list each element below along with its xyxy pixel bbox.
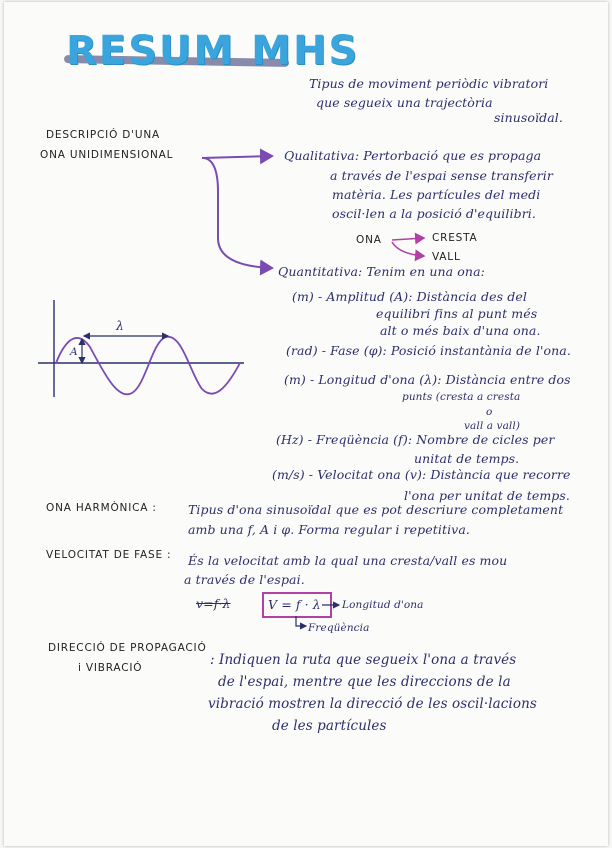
fase-line: (rad) - Fase (φ): Posició instantània de l'ona. (286, 343, 571, 358)
notebook-page (4, 2, 608, 846)
longitud-line-3: o (486, 406, 493, 418)
ona-label: ONA (356, 234, 382, 246)
velocitat-fase-line-1: És la velocitat amb la qual una cresta/vall es mou (188, 553, 508, 568)
velocitat-fase-line-2: a través de l'espai. (184, 572, 305, 587)
direccio-line-3: vibració mostren la direcció de les oscil·lacions (208, 696, 537, 712)
velocitat-ona-line-1: (m/s) - Velocitat ona (v): Distància que recorre (272, 467, 571, 482)
amplitud-line-1: (m) - Amplitud (A): Distància des del (292, 289, 527, 304)
wave-amplitude-label: A (70, 346, 78, 358)
qualitativa-line-1: Qualitativa: Pertorbació que es propaga (284, 148, 542, 163)
direccio-label-2: i VIBRACIÓ (78, 662, 143, 674)
longitud-line-1: (m) - Longitud d'ona (λ): Distància entre dos (284, 372, 571, 387)
velocitat-ona-line-2: l'ona per unitat de temps. (404, 488, 570, 503)
longitud-line-4: vall a vall) (464, 420, 521, 432)
crossed-out-formula: v=f·λ (196, 596, 231, 611)
harmonica-line-1: Tipus d'ona sinusoïdal que es pot descriure completament (188, 502, 564, 517)
amplitud-line-3: alt o més baix d'una ona. (380, 323, 541, 338)
cresta-label: CRESTA (432, 232, 478, 244)
intro-line-1: Tipus de moviment periòdic vibratori (309, 76, 549, 91)
direccio-line-4: de les partícules (272, 718, 387, 734)
descripcio-label-2: ONA UNIDIMENSIONAL (40, 149, 174, 161)
page-title: RESUM MHS (66, 28, 360, 74)
direccio-line-1: : Indiquen la ruta que segueix l'ona a través (210, 652, 517, 668)
intro-line-3: sinusoïdal. (494, 110, 563, 125)
longitud-line-2: punts (cresta a cresta (402, 391, 521, 403)
quantitativa-line-1: Quantitativa: Tenim en una ona: (278, 264, 485, 279)
qualitativa-line-2: a través de l'espai sense transferir (330, 168, 553, 183)
vall-label: VALL (432, 251, 461, 263)
amplitud-line-2: equilibri fins al punt més (376, 306, 538, 321)
direccio-label-1: DIRECCIÓ DE PROPAGACIÓ (48, 642, 207, 654)
wave-lambda-label: λ (116, 318, 125, 333)
harmonica-line-2: amb una f, A i φ. Forma regular i repetitiva. (188, 522, 470, 537)
longitud-ona-label: Longitud d'ona (342, 599, 424, 611)
frequencia-line-1: (Hz) - Freqüència (f): Nombre de cicles per (276, 432, 555, 447)
frequencia-label: Freqüència (308, 622, 370, 634)
harmonica-label: ONA HARMÒNICA : (46, 502, 157, 514)
qualitativa-line-3: matèria. Les partícules del medi (332, 187, 541, 202)
intro-line-2: que segueix una trajectòria (316, 95, 493, 110)
direccio-line-2: de l'espai, mentre que les direccions de la (218, 674, 511, 690)
descripcio-label-1: DESCRIPCIÓ D'UNA (46, 129, 160, 141)
formula: V = f · λ (268, 597, 321, 612)
frequencia-line-2: unitat de temps. (414, 451, 520, 466)
velocitat-fase-label: VELOCITAT DE FASE : (46, 549, 172, 561)
qualitativa-line-4: oscil·len a la posició d'equilibri. (332, 206, 536, 221)
